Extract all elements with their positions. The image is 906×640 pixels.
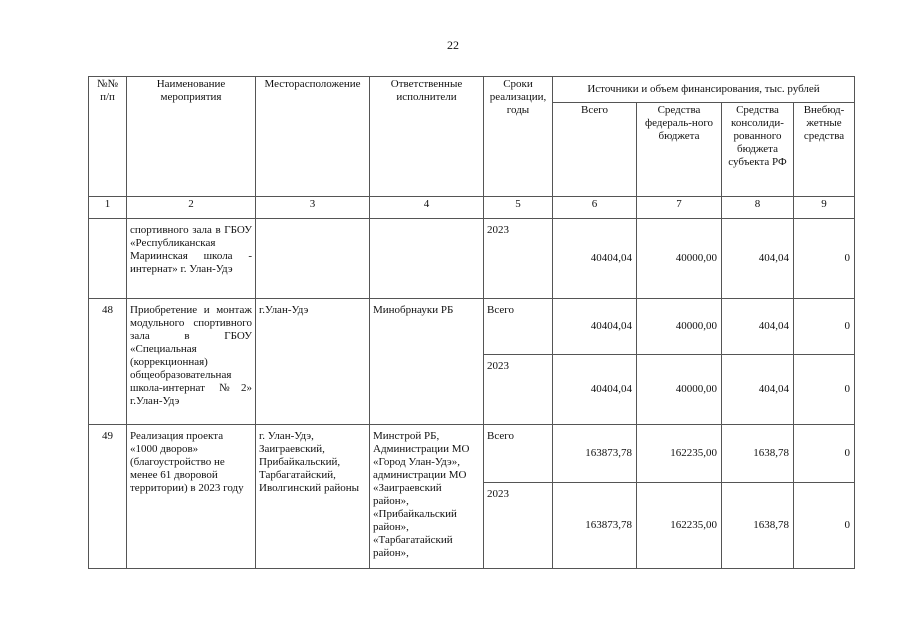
page-number: 22	[447, 38, 459, 52]
header-executors: Ответственные исполнители	[370, 77, 484, 197]
table-row	[89, 425, 855, 483]
row-extrabudget: 0	[794, 299, 855, 355]
row-number: 49	[89, 425, 127, 569]
column-number: 5	[484, 197, 553, 219]
row-total: 163873,78	[553, 483, 637, 569]
row-total: 163873,78	[553, 425, 637, 483]
header-regional: Средства консолиди-рованного бюджета субъекта РФ	[722, 103, 794, 197]
row-name: спортивного зала в ГБОУ «Республиканская Мариинская школа - интернат» г. Улан-Удэ	[127, 219, 256, 299]
row-name: Приобретение и монтаж модульного спортивного зала в ГБОУ «Специальная (коррекционная) общеобразовательная школа-интернат №2» г.Улан-Удэ	[127, 299, 256, 425]
row-total: 40404,04	[553, 299, 637, 355]
row-regional: 404,04	[722, 355, 794, 425]
row-executors	[370, 219, 484, 299]
row-extrabudget: 0	[794, 425, 855, 483]
column-number: 1	[89, 197, 127, 219]
row-location	[256, 219, 370, 299]
column-number: 7	[637, 197, 722, 219]
column-number: 2	[127, 197, 256, 219]
row-total: 40404,04	[553, 219, 637, 299]
column-number: 9	[794, 197, 855, 219]
row-federal: 40000,00	[637, 219, 722, 299]
row-regional: 404,04	[722, 299, 794, 355]
row-federal: 40000,00	[637, 299, 722, 355]
row-location: г.Улан-Удэ	[256, 299, 370, 425]
row-federal: 40000,00	[637, 355, 722, 425]
row-number: 48	[89, 299, 127, 425]
row-period: 2023	[484, 355, 553, 425]
header-location: Месторасположение	[256, 77, 370, 197]
row-extrabudget: 0	[794, 355, 855, 425]
row-period: Всего	[484, 299, 553, 355]
financing-table	[88, 76, 855, 569]
row-total: 40404,04	[553, 355, 637, 425]
row-extrabudget: 0	[794, 219, 855, 299]
column-number: 8	[722, 197, 794, 219]
row-name: Реализация проекта «1000 дворов» (благоустройство не менее 61 дворовой территории) в 2023 году	[127, 425, 256, 569]
column-number: 6	[553, 197, 637, 219]
row-location: г. Улан-Удэ, Заиграевский, Прибайкальский, Тарбагатайский, Иволгинский районы	[256, 425, 370, 569]
row-regional: 404,04	[722, 219, 794, 299]
row-regional: 1638,78	[722, 425, 794, 483]
row-extrabudget: 0	[794, 483, 855, 569]
row-federal: 162235,00	[637, 483, 722, 569]
row-executors: Минобрнауки РБ	[370, 299, 484, 425]
row-period: 2023	[484, 483, 553, 569]
header-period: Сроки реализации, годы	[484, 77, 553, 197]
column-number: 3	[256, 197, 370, 219]
table-row	[89, 299, 855, 355]
row-regional: 1638,78	[722, 483, 794, 569]
header-total: Всего	[553, 103, 637, 197]
table-row	[89, 219, 855, 299]
row-federal: 162235,00	[637, 425, 722, 483]
row-executors: Минстрой РБ, Администрации МО «Город Улан-Удэ», администрации МО «Заиграевский район», «Прибайкальский район», «Тарбагатайский район»,	[370, 425, 484, 569]
header-extrabudget: Внебюд-жетные средства	[794, 103, 855, 197]
header-federal: Средства федераль-ного бюджета	[637, 103, 722, 197]
row-period: 2023	[484, 219, 553, 299]
header-name: Наименование мероприятия	[127, 77, 256, 197]
row-number	[89, 219, 127, 299]
column-number: 4	[370, 197, 484, 219]
row-period: Всего	[484, 425, 553, 483]
header-financing-group: Источники и объем финансирования, тыс. рублей	[553, 77, 855, 103]
header-number: №№ п/п	[89, 77, 127, 197]
column-numbers-row	[89, 197, 855, 219]
